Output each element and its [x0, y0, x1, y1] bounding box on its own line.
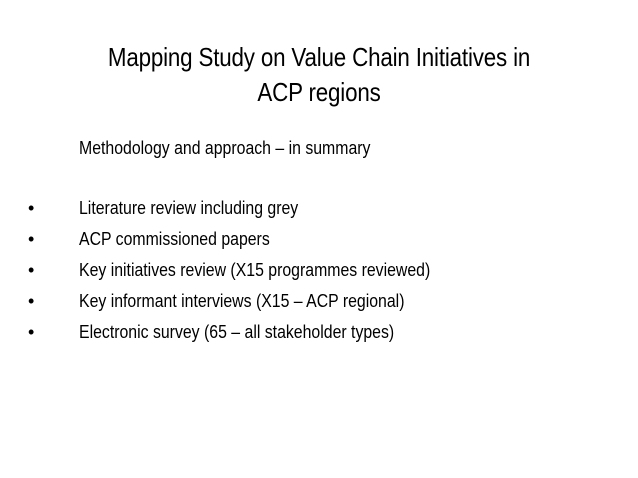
slide-title-line-2: ACP regions [257, 77, 381, 107]
bullet-text: ACP commissioned papers [79, 229, 270, 249]
bullet-text: Literature review including grey [79, 198, 299, 218]
bullet-icon: • [28, 229, 35, 249]
slide-subtitle: Methodology and approach – in summary [79, 138, 371, 158]
slide-title [45, 40, 594, 110]
bullet-icon: • [28, 291, 35, 311]
bullet-icon: • [28, 260, 35, 280]
bullet-text: Key informant interviews (X15 – ACP regional) [79, 291, 405, 311]
bullet-text: Key initiatives review (X15 programmes reviewed) [79, 260, 431, 280]
bullet-icon: • [28, 322, 35, 342]
bullet-text: Electronic survey (65 – all stakeholder types) [79, 322, 395, 342]
slide-title-line-1: Mapping Study on Value Chain Initiatives in [107, 42, 531, 72]
bullet-icon: • [28, 198, 35, 218]
